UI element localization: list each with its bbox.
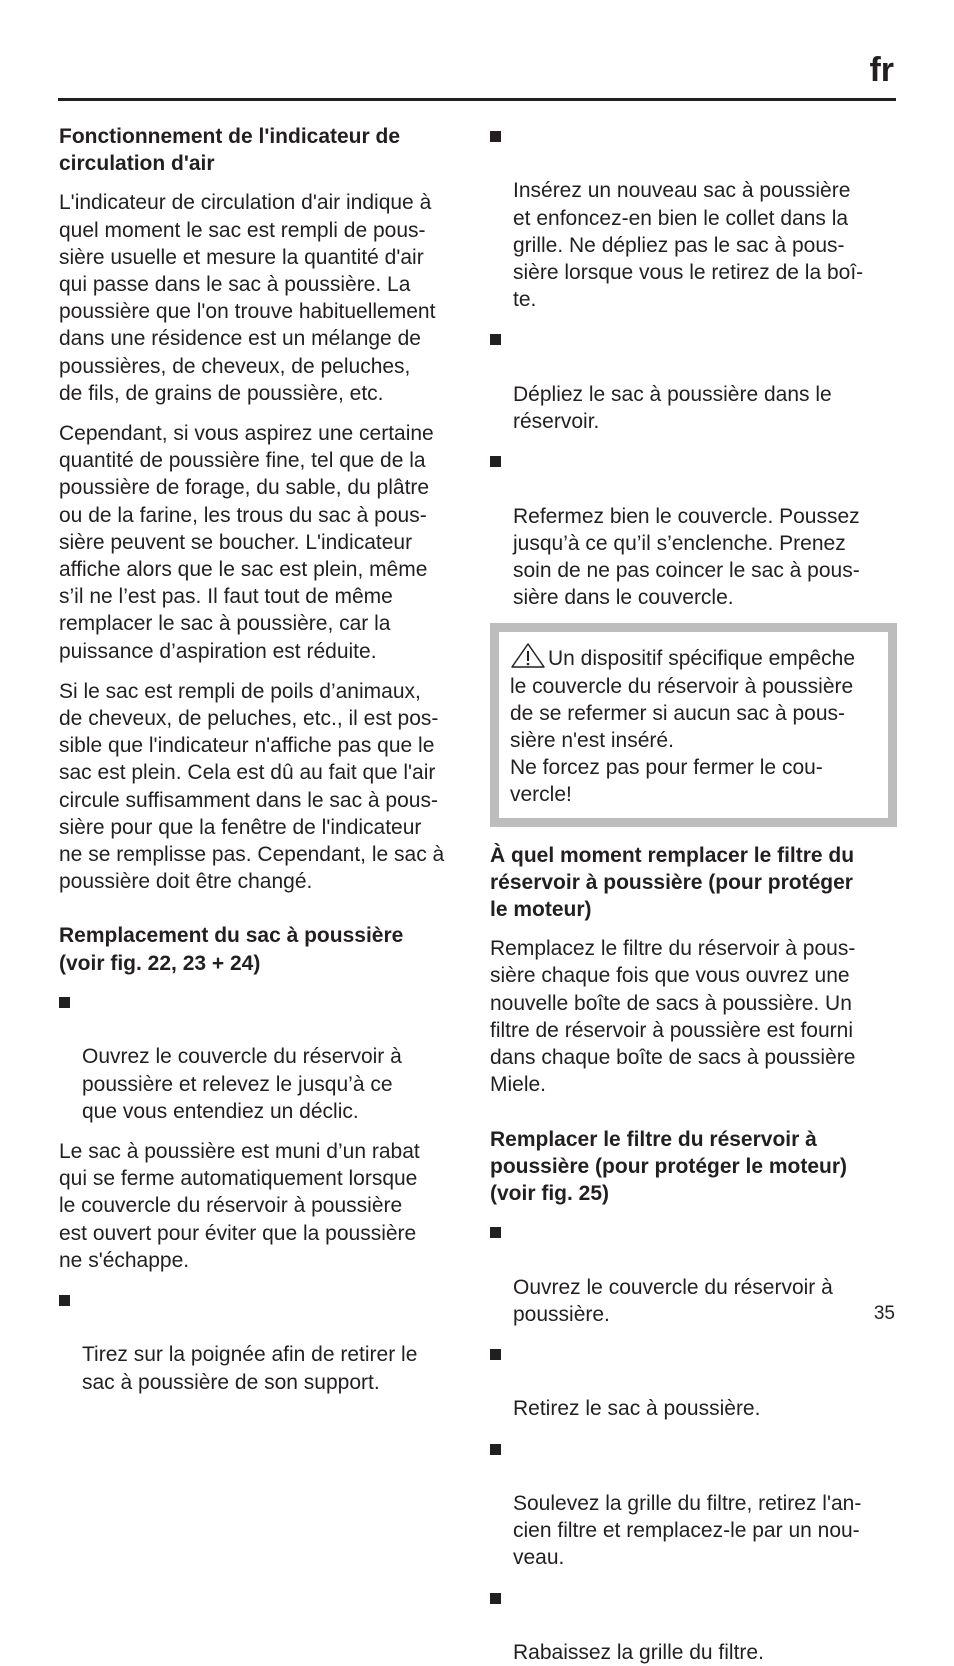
page-number: 35 xyxy=(873,1303,895,1324)
section-heading-replace-filter: Remplacer le filtre du réservoir à poussière (pour protéger le moteur) (voir fig. 25) xyxy=(490,1127,848,1205)
warning-content xyxy=(499,632,888,817)
bullet-close-lid xyxy=(490,448,898,611)
section-heading-bag-replacement: Remplacement du sac à poussière (voir fig. 22, 23 + 24) xyxy=(59,924,404,975)
right-column xyxy=(490,123,898,1666)
warning-first-line: Un dispositif spécifique empêche xyxy=(548,647,856,671)
header-rule xyxy=(58,98,896,101)
bullet-square-icon xyxy=(490,1593,501,1604)
paragraph-fine-dust: Cependant, si vous aspirez une certaine quantité de poussière fine, tel que de la poussière de forage, du sable, du plâtre ou de la farine, les trous du sac à pous- sière peuvent se boucher. L'indicateur affiche alors que le sac est plein, même s’il ne l’est pas. Il faut tout de même remplacer le sac à poussière, car la puissance d’aspiration est réduite. xyxy=(59,422,434,663)
bullet-pull-handle xyxy=(59,1287,467,1396)
paragraph-hair-fill: Si le sac est rempli de poils d’animaux, de cheveux, de peluches, etc., il est pos- sible que l'indicateur n'affiche pas que le sac est plein. Cela est dû au fait que l'air circule suffisamment dans le sac à pous- sière pour que la fenêtre de l'indicateur ne se remplisse pas. Cependant, le sac à poussière doit être changé. xyxy=(59,679,445,894)
paragraph-flap: Le sac à poussière est muni d’un rabat qui se ferme automatiquement lorsque le couvercle du réservoir à poussière est ouvert pour éviter que la poussière ne s'échappe. xyxy=(59,1139,420,1272)
bullet-square-icon xyxy=(490,1444,501,1455)
language-code: fr xyxy=(869,51,894,89)
bullet-text: Ouvrez le couvercle du réservoir à poussière et relevez le jusqu’à ce que vous entendiez un déclic. xyxy=(82,1045,402,1123)
bullet-text: Rabaissez la grille du filtre. xyxy=(513,1640,764,1664)
bullet-open-lid xyxy=(59,989,467,1125)
bullet-remove-bag xyxy=(490,1341,898,1423)
bullet-open-lid-2 xyxy=(490,1219,898,1328)
bullet-text: Insérez un nouveau sac à poussière et enfoncez-en bien le collet dans la grille. Ne dépliez pas le sac à pous- sière lorsque vous le retirez de la boî- te. xyxy=(513,179,864,312)
paragraph-replace-filter: Remplacez le filtre du réservoir à pous- sière chaque fois que vous ouvrez une nouvelle boîte de sacs à poussière. Un filtre de réservoir à poussière est fourni dans chaque boîte de sacs à poussière Miele. xyxy=(490,937,856,1097)
bullet-square-icon xyxy=(59,1295,70,1306)
warning-triangle-icon xyxy=(510,642,546,669)
paragraph-indicator-function: L'indicateur de circulation d'air indique à quel moment le sac est rempli de pous- sière usuelle et mesure la quantité d'air qui passe dans le sac à poussière. La poussière que l'on trouve habituellement dans une résidence est un mélange de poussières, de cheveux, de peluches, de fils, de grains de poussière, etc. xyxy=(59,191,436,405)
bullet-text: Soulevez la grille du filtre, retirez l'an- cien filtre et remplacez-le par un nou- veau. xyxy=(513,1491,862,1570)
warning-text: le couvercle du réservoir à poussière de se refermer si aucun sac à pous- sière n'est inséré. Ne forcez pas pour fermer le cou- vercle! xyxy=(510,674,854,807)
bullet-square-icon xyxy=(490,456,501,467)
bullet-square-icon xyxy=(490,1349,501,1360)
bullet-square-icon xyxy=(490,334,501,345)
bullet-lift-grille xyxy=(490,1436,898,1572)
bullet-square-icon xyxy=(490,131,501,142)
bullet-text: Tirez sur la poignée afin de retirer le sac à poussière de son support. xyxy=(82,1343,418,1394)
bullet-square-icon xyxy=(490,1227,501,1238)
warning-box xyxy=(490,623,897,826)
bullet-unfold-bag xyxy=(490,326,898,435)
bullet-text: Refermez bien le couvercle. Poussez jusqu’à ce qu’il s’enclenche. Prenez soin de ne pas coincer le sac à pous- sière dans le couvercle. xyxy=(513,504,860,610)
bullet-text: Retirez le sac à poussière. xyxy=(513,1397,761,1421)
bullet-text: Ouvrez le couvercle du réservoir à poussière. xyxy=(513,1275,833,1326)
bullet-square-icon xyxy=(59,997,70,1008)
bullet-text: Dépliez le sac à poussière dans le réservoir. xyxy=(513,382,832,434)
bullet-lower-grille xyxy=(490,1585,898,1666)
bullet-insert-bag xyxy=(490,123,898,313)
left-column xyxy=(59,123,467,1396)
section-heading-when-replace-filter: À quel moment remplacer le filtre du réservoir à poussière (pour protéger le moteur) xyxy=(490,843,855,922)
section-heading-airflow-indicator: Fonctionnement de l'indicateur de circulation d'air xyxy=(59,125,401,176)
